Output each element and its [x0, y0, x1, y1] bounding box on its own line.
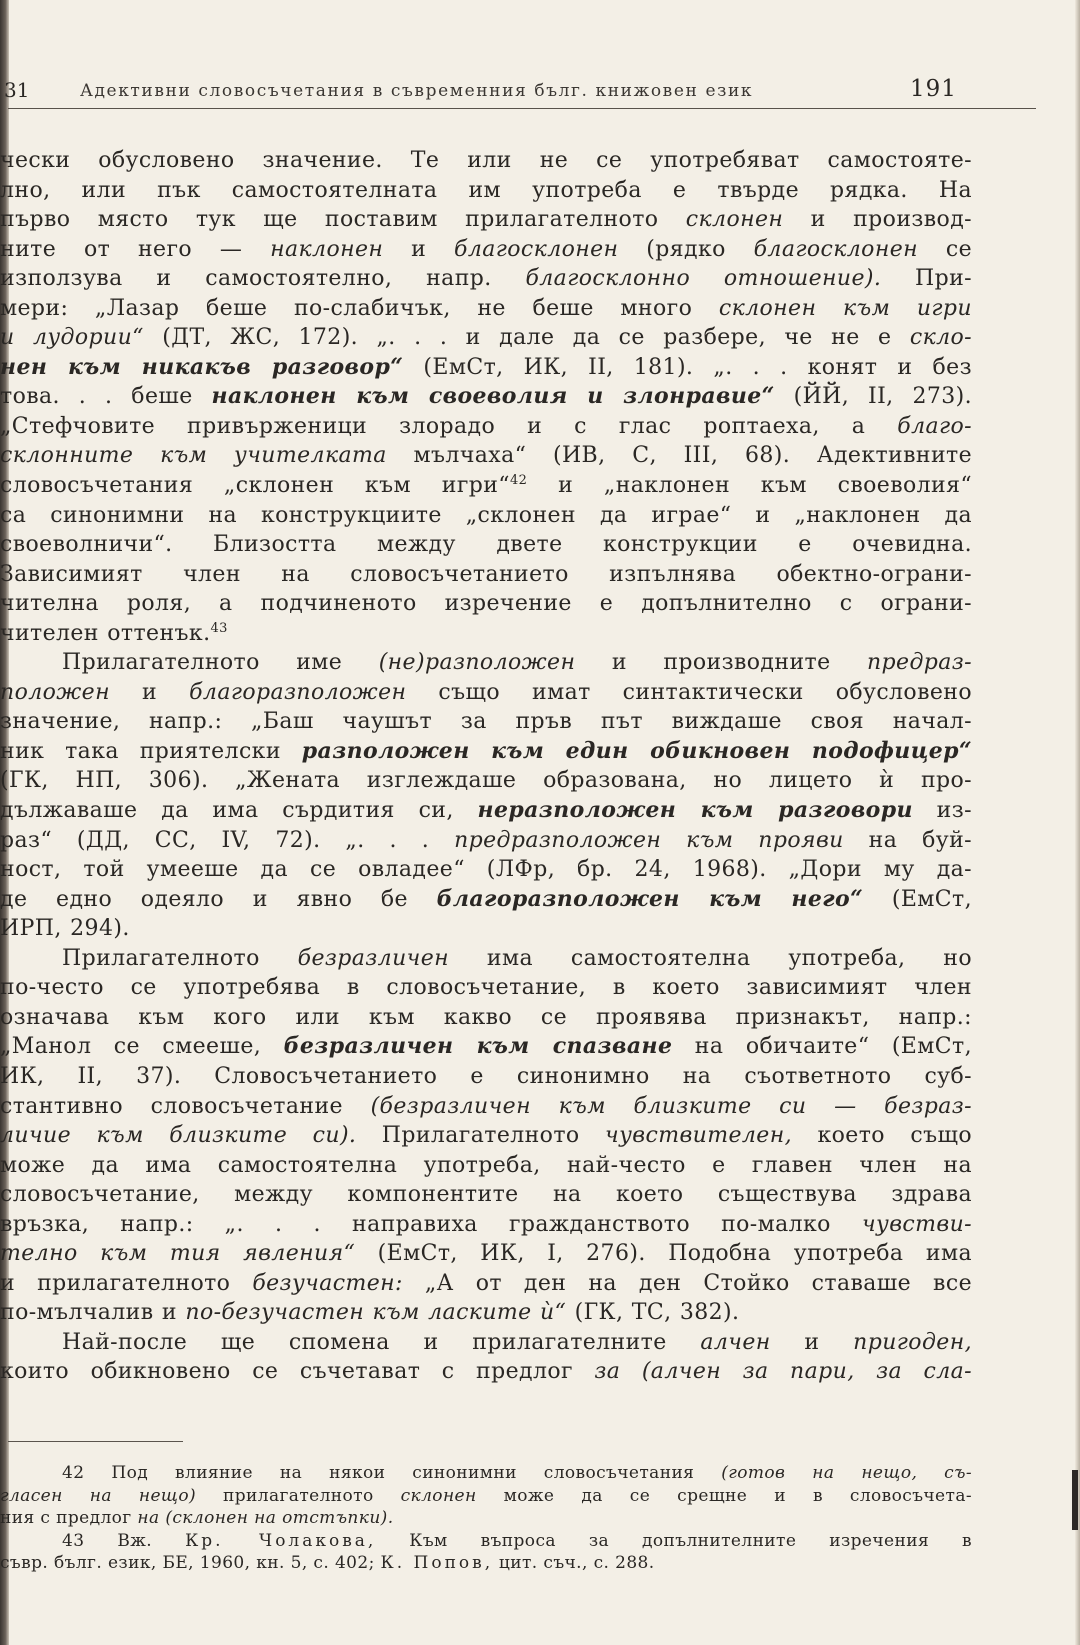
- header-rule: [8, 108, 1036, 109]
- text-run: съвр. бълг. език, БЕ, 1960, кн. 5, с. 402;: [0, 1553, 381, 1573]
- page-number: 191: [910, 76, 957, 102]
- text-run: При-: [881, 266, 973, 292]
- text-run: дължаваше да има сърдития си,: [0, 798, 478, 824]
- text-run: чителен оттенък.: [0, 620, 211, 646]
- text-run: (рядко: [618, 236, 754, 262]
- text-line: [0, 1062, 972, 1092]
- text-line: [0, 294, 972, 324]
- text-line: [0, 914, 972, 944]
- text-run: това. . . беше: [0, 384, 212, 410]
- text-run: разположен към един обикновен подофицер“: [301, 737, 973, 764]
- text-run: гласен на нещо): [0, 1485, 197, 1506]
- text-run: също имат синтактически обусловено: [406, 679, 972, 705]
- text-run: може да има самостоятелна употреба, най-често е главен член на: [0, 1152, 972, 1178]
- text-run: чески обусловено значение. Те или не се употребяват самостояте-: [0, 148, 972, 173]
- footnote-rule: [8, 1441, 183, 1442]
- text-run: (не)разположен: [378, 650, 576, 676]
- text-run: цит. съч., с. 288.: [493, 1553, 655, 1573]
- text-run: положен: [0, 679, 110, 705]
- text-run: ИРП, 294).: [0, 916, 130, 942]
- text-line: [0, 1092, 972, 1122]
- text-run: на буй-: [843, 827, 972, 853]
- text-run: нен към никакъв разговор“: [0, 353, 404, 380]
- text-run: телно към тия явления“: [0, 1241, 356, 1267]
- text-run: безразличен: [297, 945, 450, 971]
- text-run: „Манол се смееше,: [0, 1034, 284, 1060]
- text-line: [0, 1298, 972, 1328]
- text-run: мълчаха“ (ИВ, С, III, 68). Адективните: [386, 443, 973, 469]
- text-run: и лудории“: [0, 325, 144, 351]
- text-run: Прилагателното име: [62, 650, 379, 676]
- text-run: Прилагателното: [356, 1123, 606, 1149]
- text-run: безразличен към спазване: [283, 1033, 673, 1060]
- text-line: [0, 973, 972, 1003]
- text-run: и: [110, 679, 190, 705]
- text-run: връзка, напр.: „. . . направиха гражданството по-малко: [0, 1211, 862, 1237]
- prev-page-number: 31: [4, 78, 30, 102]
- text-line: [0, 1151, 972, 1181]
- text-line: [0, 1328, 972, 1358]
- text-run: ните от него —: [0, 236, 271, 262]
- page-edge: [1075, 0, 1080, 1645]
- text-run: може да се срещне и в словосъчета-: [476, 1485, 972, 1506]
- text-line: [0, 589, 972, 619]
- text-line: [0, 1210, 972, 1240]
- text-line: [0, 264, 972, 294]
- text-run: благосклонен: [753, 236, 919, 262]
- text-line: [0, 353, 972, 383]
- text-run: безучастен:: [252, 1270, 403, 1296]
- text-run: ния с предлог: [0, 1508, 138, 1528]
- text-run: неразположен към разговори: [477, 797, 913, 824]
- text-run: чувствителен,: [605, 1123, 793, 1149]
- text-run: де едно одеяло и явно бе: [0, 886, 437, 912]
- text-line: [0, 619, 972, 649]
- text-run: Прилагателното: [62, 945, 298, 971]
- text-line: [0, 885, 972, 915]
- text-run: по-безучастен към ласките ѝ“: [185, 1300, 567, 1326]
- text-run: означава към кого или към какво се проявява признакът, напр.:: [0, 1004, 972, 1030]
- text-run: словосъчетания „склонен към игри“: [0, 473, 510, 499]
- text-run: Към въпроса за допълнителните изречения в: [376, 1530, 972, 1551]
- text-line: [0, 441, 972, 471]
- text-run: лно, или пък самостоятелната им употреба е твърде рядка. На: [0, 177, 972, 203]
- text-line: [0, 678, 972, 708]
- text-run: (ЕмСт,: [863, 886, 972, 912]
- text-run: (ЕмСт, ИК, II, 181). „. . . конят и без: [403, 354, 973, 380]
- footnote-line: [0, 1530, 972, 1553]
- text-run: „А от ден на ден Стойко ставаше все: [402, 1270, 972, 1296]
- text-run: скло-: [909, 325, 972, 351]
- text-line: [0, 1003, 972, 1033]
- text-line: [0, 944, 972, 974]
- text-run: алчен: [700, 1329, 771, 1355]
- text-run: пригоден,: [853, 1329, 972, 1355]
- text-line: [0, 205, 972, 235]
- text-line: [0, 737, 972, 767]
- text-line: [0, 146, 972, 176]
- text-run: и: [383, 236, 455, 262]
- text-run: ИК, II, 37). Словосъчетанието е синонимно на съответното суб-: [0, 1063, 972, 1089]
- text-run: предраз-: [866, 650, 973, 676]
- footnote-line: [0, 1507, 972, 1530]
- running-header: [0, 74, 1035, 110]
- running-title: Адективни словосъчетания в съвременния бълг. книжовен език: [80, 81, 754, 101]
- text-line: [0, 501, 972, 531]
- text-run: използува и самостоятелно, напр.: [0, 266, 526, 292]
- text-run: благосклонно отношение).: [525, 266, 882, 292]
- footnote-ref: 43: [210, 620, 228, 636]
- text-run: и: [770, 1329, 854, 1355]
- text-run: и производните: [575, 650, 867, 676]
- text-run: (безразличен към близките си — безраз-: [370, 1093, 972, 1119]
- text-run: и прилагателното: [0, 1270, 253, 1296]
- body-text: [0, 146, 972, 1387]
- text-run: К. Попов,: [380, 1553, 494, 1573]
- footnote-number: 43: [62, 1530, 85, 1551]
- text-run: което също: [792, 1123, 972, 1149]
- text-run: склонен: [685, 207, 784, 233]
- text-run: (ДТ, ЖС, 172). „. . . и далe да се разбере, че не е: [143, 325, 910, 351]
- text-run: значение, напр.: „Баш чаушът за пръв път виждаше своя начал-: [0, 709, 972, 735]
- text-run: ник така приятелски: [0, 738, 302, 764]
- text-run: и производ-: [783, 207, 972, 233]
- text-line: [0, 1180, 972, 1210]
- text-line: [0, 826, 972, 856]
- text-line: [0, 1239, 972, 1269]
- text-run: стантивно словосъчетание: [0, 1093, 371, 1119]
- text-run: и „наклонен към своеволия“: [527, 473, 973, 499]
- footnote-number: 42: [62, 1463, 85, 1483]
- text-line: [0, 707, 972, 737]
- text-run: има самостоятелна употреба, но: [449, 945, 972, 971]
- text-run: склонен: [400, 1485, 477, 1506]
- text-run: чителна роля, а подчиненото изречение е допълнително с ограни-: [0, 591, 972, 617]
- text-run: „Стефчовите привърженици злорадо и с глас роптаеха, а: [0, 413, 898, 439]
- text-line: [0, 382, 972, 412]
- text-run: склонните към учителката: [0, 443, 387, 469]
- text-run: за (алчен за пари, за сла-: [594, 1359, 972, 1385]
- text-run: наклонен: [270, 236, 384, 262]
- text-run: (ГК, НП, 306). „Жената изглеждаше образована, но лицето ѝ про-: [0, 768, 972, 794]
- text-run: Най-после ще спомена и прилагателните: [62, 1329, 701, 1355]
- text-run: на обичаите“ (ЕмСт,: [672, 1034, 972, 1060]
- text-run: на (склонен на отстъпки).: [137, 1508, 394, 1528]
- text-line: [0, 235, 972, 265]
- footnote-ref: 42: [509, 473, 528, 489]
- text-run: Под влияние на някои синонимни словосъчетания: [84, 1463, 722, 1483]
- text-run: из-: [912, 798, 972, 824]
- text-run: са синонимни на конструкциите „склонен да играе“ и „наклонен да: [0, 502, 972, 528]
- text-run: се: [918, 236, 972, 262]
- text-run: (ЕмСт, ИК, I, 276). Подобна употреба има: [355, 1241, 972, 1267]
- text-run: по-мълчалив и: [0, 1300, 186, 1326]
- text-run: ност, той умееше да се овладее“ (ЛФр, бр. 24, 1968). „Дори му да-: [0, 857, 972, 883]
- text-run: Кр. Чолакова,: [185, 1530, 377, 1551]
- text-run: раз“ (ДД, СС, IV, 72). „. . .: [0, 827, 455, 853]
- text-line: [0, 1269, 972, 1299]
- text-run: (готов на нещо, съ-: [721, 1463, 972, 1483]
- footnote-line: [0, 1485, 972, 1508]
- text-run: благо-: [897, 413, 972, 439]
- text-run: Вж.: [84, 1530, 186, 1551]
- text-run: личие към близките си).: [0, 1123, 357, 1149]
- text-line: [0, 855, 972, 885]
- text-run: благоразположен: [189, 679, 407, 705]
- text-run: (ГК, ТС, 382).: [566, 1300, 740, 1326]
- footnote-line: [0, 1462, 972, 1485]
- text-line: [0, 530, 972, 560]
- text-line: [0, 412, 972, 442]
- text-line: [0, 471, 972, 501]
- text-run: благоразположен към него“: [436, 885, 864, 912]
- scan-artifact: [1072, 1470, 1078, 1530]
- text-run: предразположен към прояви: [454, 827, 844, 853]
- text-run: наклонен към своеволия и злонравие“: [211, 383, 775, 410]
- text-run: които обикновено се съчетават с предлог: [0, 1359, 595, 1385]
- text-run: своеволничи“. Близостта между двете конструкции е очевидна.: [0, 532, 972, 558]
- text-line: [0, 766, 972, 796]
- text-run: по-често се употребява в словосъчетание, в което зависимият член: [0, 975, 972, 1001]
- text-run: благосклонен: [454, 236, 619, 262]
- text-run: склонен към игри: [718, 295, 972, 321]
- text-run: словосъчетание, между компонентите на което съществува здрава: [0, 1182, 972, 1208]
- text-run: чувстви-: [861, 1211, 972, 1237]
- text-line: [0, 648, 972, 678]
- text-line: [0, 796, 972, 826]
- text-line: [0, 1121, 972, 1151]
- text-run: първо място тук ще поставим прилагателното: [0, 207, 686, 233]
- text-line: [0, 176, 972, 206]
- text-run: мери: „Лазар беше по-слабичък, не беше много: [0, 295, 719, 321]
- text-line: [0, 1032, 972, 1062]
- footnotes: [0, 1462, 972, 1575]
- footnote-line: [0, 1552, 972, 1575]
- text-run: Зависимият член на словосъчетанието изпълнява обектно-ограни-: [0, 561, 972, 587]
- text-run: прилагателното: [196, 1485, 401, 1506]
- text-line: [0, 323, 972, 353]
- text-line: [0, 560, 972, 590]
- text-line: [0, 1357, 972, 1387]
- text-run: (ЙЙ, II, 273).: [774, 384, 973, 410]
